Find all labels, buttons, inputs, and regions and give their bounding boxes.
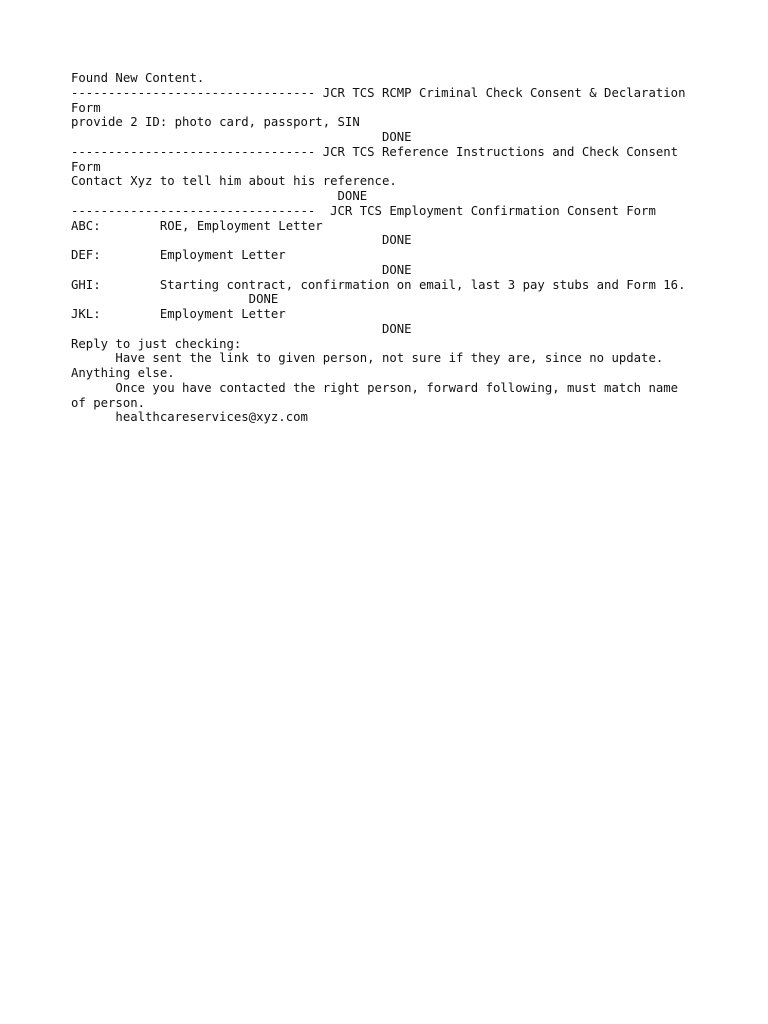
- section-header-reference: --------------------------------- JCR TCS Reference Instructions and Check Consent: [71, 144, 679, 159]
- reply-text-line-2: Anything else.: [71, 366, 175, 380]
- rcmp-done-status: DONE: [71, 130, 412, 144]
- reply-text-line-1: Have sent the link to given person, not sure if they are, since no update.: [71, 351, 664, 366]
- employer-jkl-done-status: DONE: [71, 321, 412, 336]
- contact-email: healthcareservices@xyz.com: [71, 410, 308, 425]
- employer-ghi-done-status: DONE: [71, 292, 279, 307]
- section-header-rcmp: --------------------------------- JCR TCS RCMP Criminal Check Consent & Declaration: [71, 85, 686, 100]
- document-body: [71, 71, 711, 425]
- employer-def-line: DEF: Employment Letter: [71, 248, 286, 262]
- employer-abc-line: ABC: ROE, Employment Letter: [71, 218, 323, 233]
- section-header-employment: --------------------------------- JCR TCS Employment Confirmation Consent Form: [71, 203, 656, 218]
- employer-def-done-status: DONE: [71, 262, 412, 277]
- reference-done-status: DONE: [71, 189, 368, 203]
- reply-text-line-4: of person.: [71, 395, 146, 410]
- reply-text-line-3: Once you have contacted the right person, forward following, must match name: [71, 380, 679, 395]
- employer-ghi-line: GHI: Starting contract, confirmation on email, last 3 pay stubs and Form 16.: [71, 277, 686, 292]
- employer-jkl-line: JKL: Employment Letter: [71, 307, 286, 321]
- employer-abc-done-status: DONE: [71, 233, 412, 248]
- section-header-reference-cont: Form: [71, 159, 101, 174]
- reference-instruction: Contact Xyz to tell him about his reference.: [71, 174, 397, 189]
- rcmp-instruction: provide 2 ID: photo card, passport, SIN: [71, 115, 360, 130]
- reply-heading: Reply to just checking:: [71, 336, 242, 351]
- intro-line: Found New Content.: [71, 71, 205, 85]
- section-header-rcmp-cont: Form: [71, 100, 101, 115]
